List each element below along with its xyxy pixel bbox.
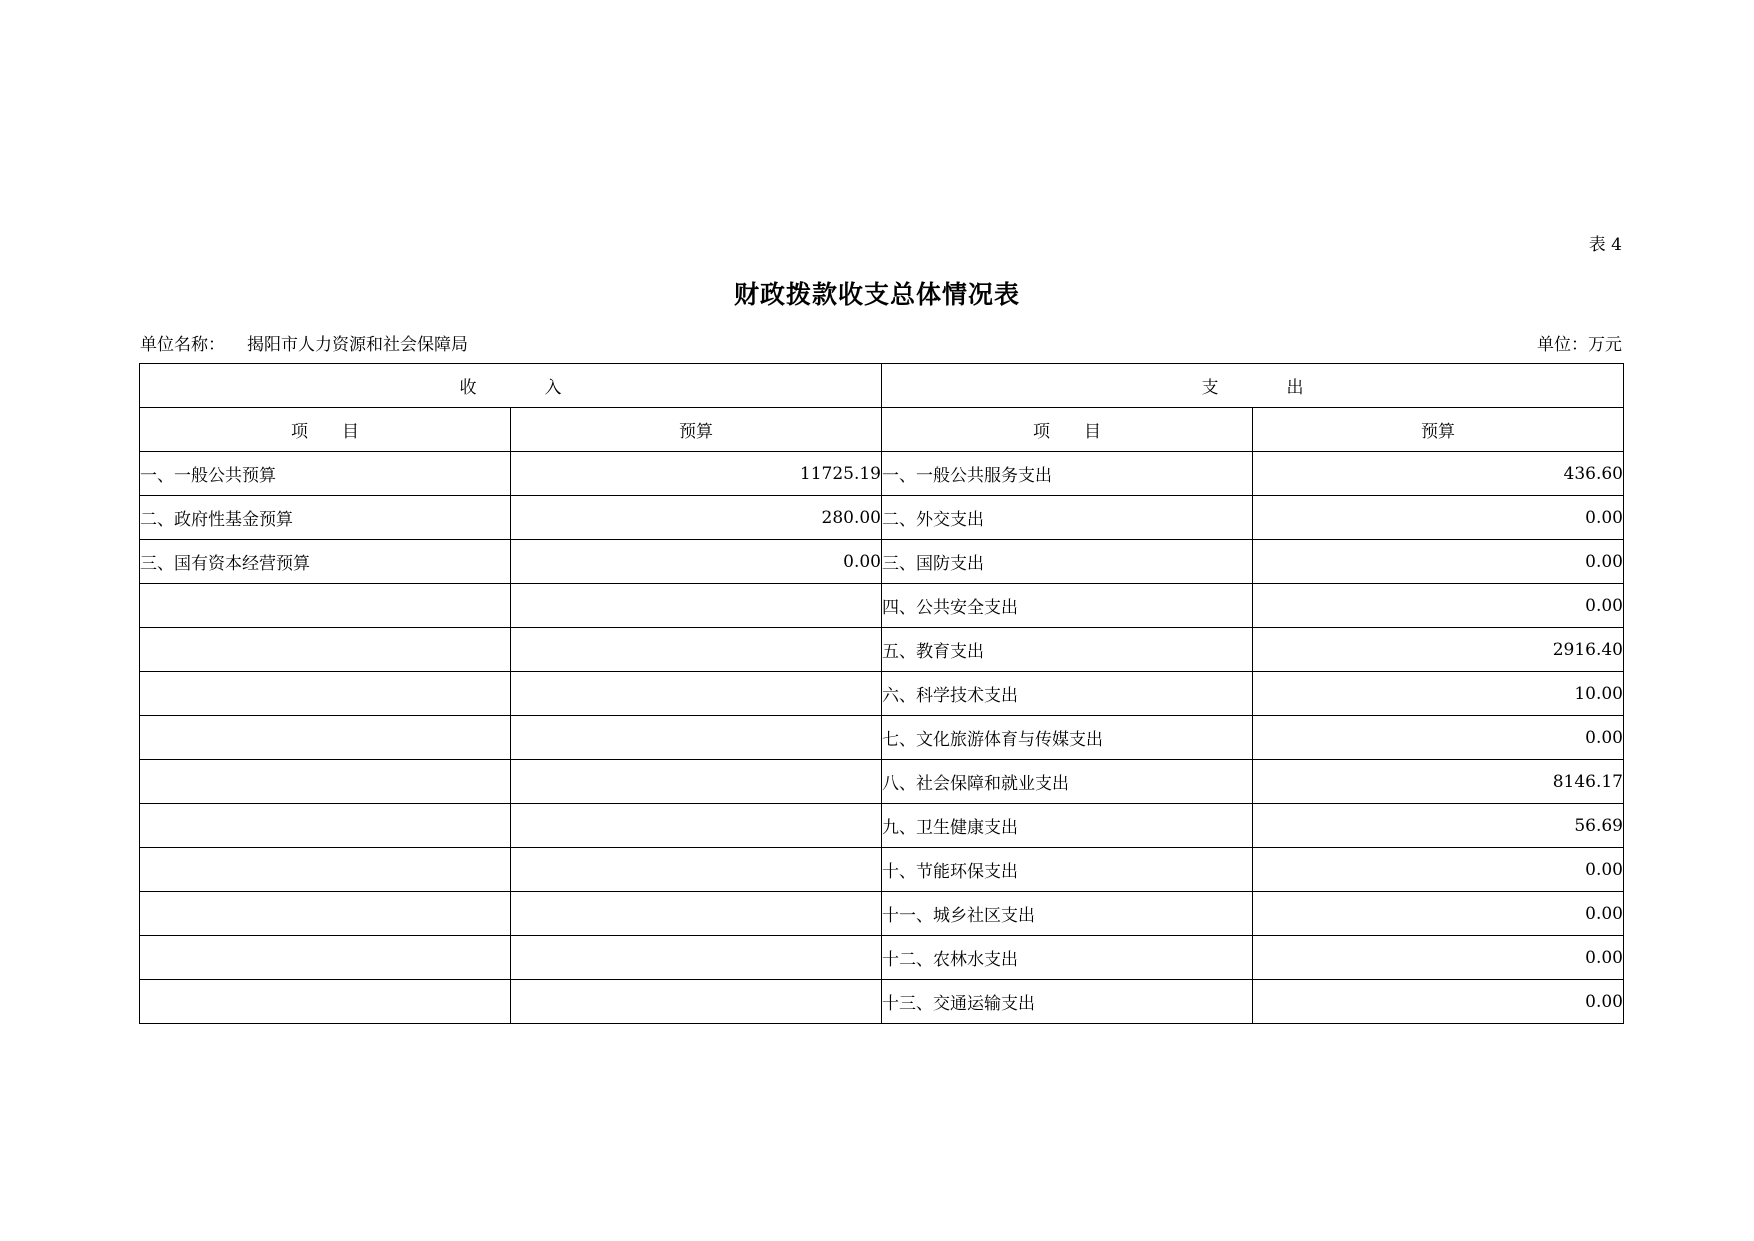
- table-row: [140, 892, 1624, 936]
- expense-item-cell: 七、文化旅游体育与传媒支出: [882, 716, 1253, 760]
- income-item-cell: [140, 980, 511, 1024]
- table-row: [140, 584, 1624, 628]
- expense-budget-header: 预算: [1253, 408, 1624, 452]
- table-row: [140, 848, 1624, 892]
- income-item-cell: 二、政府性基金预算: [140, 496, 511, 540]
- expense-item-cell: 四、公共安全支出: [882, 584, 1253, 628]
- unit-name-label: 单位名称：: [140, 335, 225, 355]
- expense-amount-cell: 56.69: [1253, 804, 1624, 848]
- group-header-row: [140, 364, 1624, 408]
- budget-table-body: [140, 364, 1624, 1024]
- income-budget-header: 预算: [511, 408, 882, 452]
- income-amount-cell: [511, 936, 882, 980]
- expense-item-cell: 六、科学技术支出: [882, 672, 1253, 716]
- table-row: [140, 452, 1624, 496]
- expense-item-cell: 二、外交支出: [882, 496, 1253, 540]
- table-row: [140, 496, 1624, 540]
- table-row: [140, 628, 1624, 672]
- income-amount-cell: [511, 892, 882, 936]
- income-amount-cell: [511, 804, 882, 848]
- expense-amount-cell: 0.00: [1253, 848, 1624, 892]
- income-item-cell: [140, 892, 511, 936]
- income-item-cell: [140, 848, 511, 892]
- table-row: [140, 716, 1624, 760]
- expense-amount-cell: 0.00: [1253, 716, 1624, 760]
- income-item-header: 项 目: [140, 408, 511, 452]
- income-amount-cell: 0.00: [511, 540, 882, 584]
- expense-header: 支 出: [882, 364, 1624, 408]
- expense-amount-cell: 0.00: [1253, 936, 1624, 980]
- table-row: [140, 980, 1624, 1024]
- expense-item-header: 项 目: [882, 408, 1253, 452]
- income-amount-cell: [511, 848, 882, 892]
- table-row: [140, 540, 1624, 584]
- expense-item-cell: 十三、交通运输支出: [882, 980, 1253, 1024]
- expense-amount-cell: 0.00: [1253, 892, 1624, 936]
- expense-amount-cell: 2916.40: [1253, 628, 1624, 672]
- income-amount-cell: [511, 716, 882, 760]
- expense-item-cell: 五、教育支出: [882, 628, 1253, 672]
- table-row: [140, 804, 1624, 848]
- unit-name: 揭阳市人力资源和社会保障局: [247, 335, 468, 355]
- expense-amount-cell: 10.00: [1253, 672, 1624, 716]
- table-row: [140, 760, 1624, 804]
- income-amount-cell: [511, 760, 882, 804]
- expense-amount-cell: 0.00: [1253, 496, 1624, 540]
- income-item-cell: [140, 936, 511, 980]
- income-amount-cell: [511, 672, 882, 716]
- unit-info-line: [140, 330, 1622, 354]
- income-item-cell: [140, 760, 511, 804]
- income-item-cell: [140, 804, 511, 848]
- income-amount-cell: [511, 980, 882, 1024]
- table-row: [140, 936, 1624, 980]
- expense-item-cell: 十一、城乡社区支出: [882, 892, 1253, 936]
- income-amount-cell: [511, 584, 882, 628]
- expense-item-cell: 三、国防支出: [882, 540, 1253, 584]
- income-item-cell: [140, 716, 511, 760]
- income-item-cell: 一、一般公共预算: [140, 452, 511, 496]
- expense-item-cell: 九、卫生健康支出: [882, 804, 1253, 848]
- table-row: [140, 672, 1624, 716]
- income-item-cell: [140, 628, 511, 672]
- column-header-row: [140, 408, 1624, 452]
- unit-name-group: [140, 330, 468, 355]
- expense-amount-cell: 0.00: [1253, 980, 1624, 1024]
- expense-item-cell: 一、一般公共服务支出: [882, 452, 1253, 496]
- budget-table: [139, 363, 1624, 1024]
- expense-amount-cell: 436.60: [1253, 452, 1624, 496]
- income-header: 收 入: [140, 364, 882, 408]
- currency-unit: 单位：万元: [1537, 335, 1622, 355]
- expense-item-cell: 八、社会保障和就业支出: [882, 760, 1253, 804]
- income-item-cell: 三、国有资本经营预算: [140, 540, 511, 584]
- page-title: 财政拨款收支总体情况表: [733, 280, 1020, 309]
- income-item-cell: [140, 672, 511, 716]
- expense-item-cell: 十二、农林水支出: [882, 936, 1253, 980]
- expense-amount-cell: 0.00: [1253, 540, 1624, 584]
- income-amount-cell: 11725.19: [511, 452, 882, 496]
- table-number: 表 4: [1588, 235, 1622, 255]
- income-amount-cell: [511, 628, 882, 672]
- expense-item-cell: 十、节能环保支出: [882, 848, 1253, 892]
- income-item-cell: [140, 584, 511, 628]
- income-amount-cell: 280.00: [511, 496, 882, 540]
- expense-amount-cell: 8146.17: [1253, 760, 1624, 804]
- expense-amount-cell: 0.00: [1253, 584, 1624, 628]
